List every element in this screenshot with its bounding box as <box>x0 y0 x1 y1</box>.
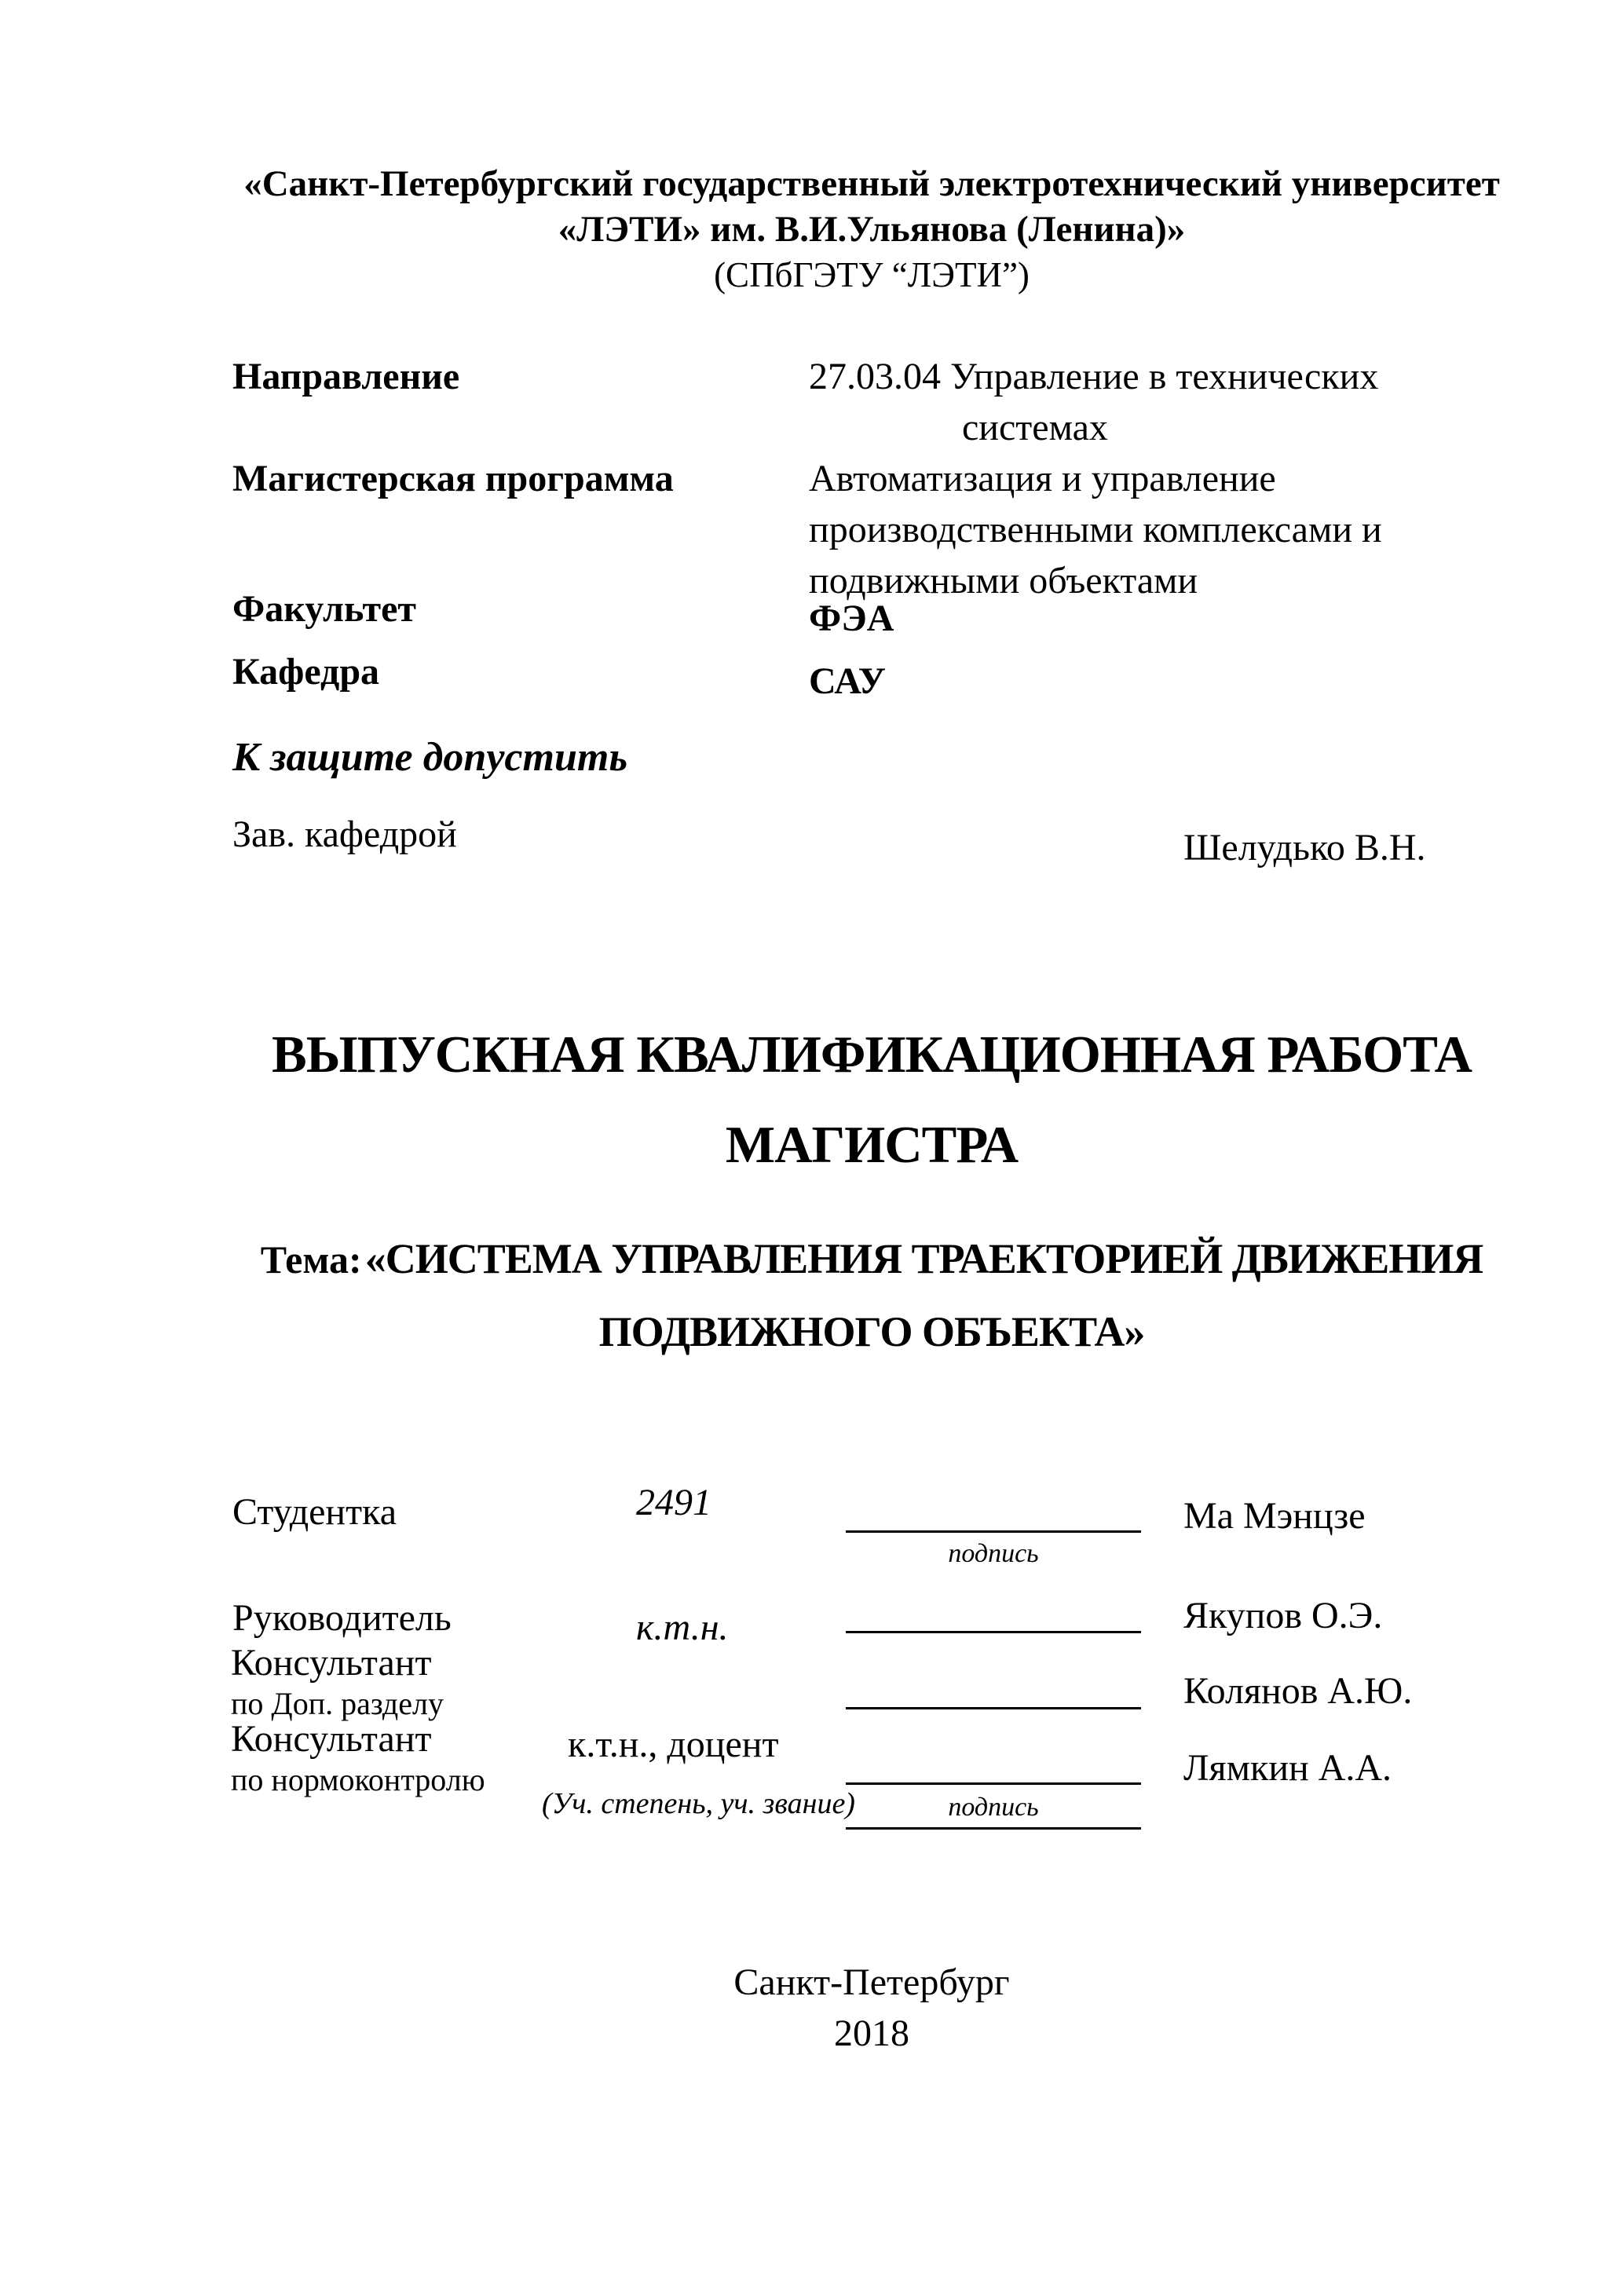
university-abbreviation: (СПбГЭТУ “ЛЭТИ”) <box>714 255 1030 294</box>
degree-caption: (Уч. степень, уч. звание) <box>542 1787 855 1820</box>
approval-role: Зав. кафедрой <box>232 813 457 855</box>
signature-line-student <box>846 1530 1141 1533</box>
signature-line-consultant2 <box>846 1782 1141 1785</box>
theme-text-line-2: ПОДВИЖНОГО ОБЪЕКТА» <box>598 1308 1145 1355</box>
podpis-caption-student: подпись <box>948 1539 1039 1568</box>
university-name-line-1: «Санкт-Петербургский государственный электротехнический университет <box>243 163 1500 204</box>
signature-name-consultant1: Колянов А.Ю. <box>1183 1670 1413 1712</box>
thesis-title-line-2: МАГИСТРА <box>725 1116 1019 1174</box>
supervisor-degree: к.т.н. <box>636 1607 729 1648</box>
consultant2-degree: к.т.н., доцент <box>568 1724 779 1765</box>
field-value-programma-line1: Автоматизация и управление <box>809 458 1276 499</box>
field-label-programma: Магистерская программа <box>232 458 674 499</box>
field-label-napravlenie: Направление <box>232 356 460 397</box>
theme-text-line-1: «СИСТЕМА УПРАВЛЕНИЯ ТРАЕКТОРИЕЙ ДВИЖЕНИЯ <box>364 1235 1483 1282</box>
signature-name-consultant2: Лямкин А.А. <box>1183 1747 1392 1789</box>
signature-label-student: Студентка <box>232 1491 397 1533</box>
signature-line-extra <box>846 1827 1141 1830</box>
field-value-programma-line3: подвижными объектами <box>809 560 1198 601</box>
approval-heading: К защите допустить <box>232 735 628 780</box>
podpis-caption-consultant: подпись <box>948 1793 1039 1822</box>
signature-label-consultant1: Консультант <box>231 1642 432 1684</box>
signature-label-supervisor: Руководитель <box>232 1597 452 1639</box>
footer-year: 2018 <box>834 2013 909 2054</box>
signature-line-consultant1 <box>846 1707 1141 1709</box>
signature-name-student: Ма Мэнцзе <box>1183 1495 1366 1537</box>
university-name-line-2: «ЛЭТИ» им. В.И.Ульянова (Ленина)» <box>558 209 1186 250</box>
field-value-kafedra: САУ <box>809 660 886 702</box>
theme-line-1 <box>236 1234 1508 1283</box>
signature-label-consultant2: Консультант <box>231 1718 432 1760</box>
field-label-fakultet: Факультет <box>232 588 416 630</box>
field-label-kafedra: Кафедра <box>232 651 380 693</box>
signature-name-supervisor: Якупов О.Э. <box>1183 1595 1383 1636</box>
signature-sublabel-consultant2: по нормоконтролю <box>231 1762 485 1797</box>
field-value-programma-line2: производственными комплексами и <box>809 509 1382 550</box>
signature-sublabel-consultant1: по Доп. разделу <box>231 1686 444 1721</box>
field-value-fakultet: ФЭА <box>809 598 894 639</box>
thesis-title-line-1: ВЫПУСКНАЯ КВАЛИФИКАЦИОННАЯ РАБОТА <box>272 1026 1472 1084</box>
field-value-napravlenie-line1: 27.03.04 Управление в технических <box>809 356 1379 397</box>
theme-prefix: Тема: <box>260 1238 362 1281</box>
footer-city: Санкт-Петербург <box>733 1961 1010 2003</box>
field-value-napravlenie-line2: системах <box>962 407 1108 448</box>
approval-name: Шелудько В.Н. <box>1183 827 1426 868</box>
student-group-number: 2491 <box>636 1482 711 1523</box>
signature-line-supervisor <box>846 1631 1141 1633</box>
